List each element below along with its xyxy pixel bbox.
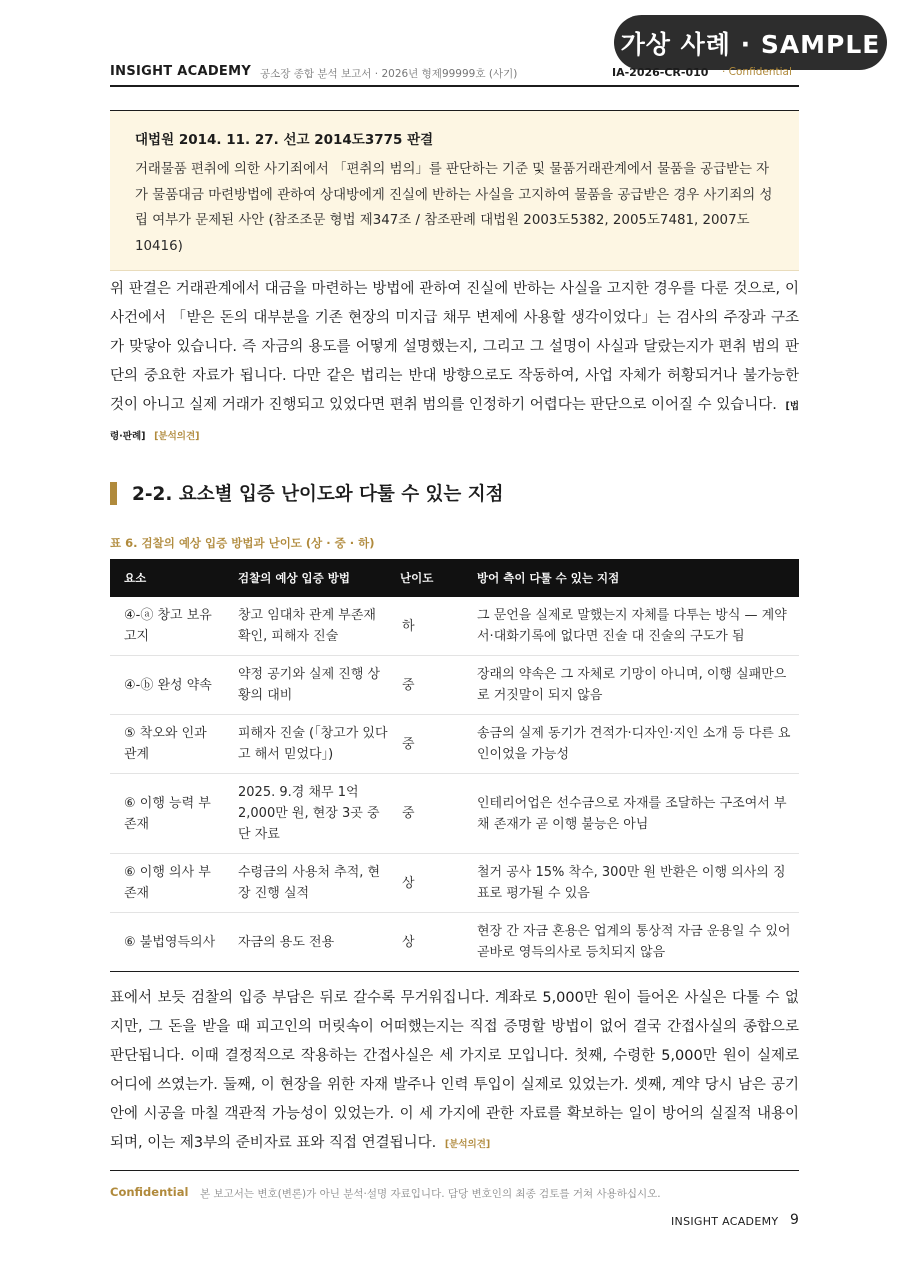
method-cell: 2025. 9.경 채무 1억 2,000만 원, 현장 3곳 중단 자료: [224, 774, 400, 854]
element-cell: ⑥ 이행 의사 부존재: [110, 854, 224, 913]
defense-point-cell: 송금의 실제 동기가 견적가·디자인·지인 소개 등 다른 요인이었을 가능성: [463, 715, 799, 774]
defense-point-cell: 장래의 약속은 그 자체로 기망이 아니며, 이행 실패만으로 거짓말이 되지 않음: [463, 656, 799, 715]
table-row: [110, 774, 799, 854]
method-cell: 약정 공기와 실제 진행 상황의 대비: [224, 656, 400, 715]
page-number: 9: [790, 1212, 799, 1228]
difficulty-cell: 중: [400, 774, 463, 854]
paragraph-text: 표에서 보듯 검찰의 입증 부담은 뒤로 갈수록 무거워집니다. 계좌로 5,000만 원이 들어온 사실은 다툴 수 없지만, 그 돈을 받을 때 피고인의 머릿속이 어떠했는지는 직접 증명할 방법이 없어 결국 간접사실의 종합으로 판단됩니다. 이때 결정적으로 작용하는 간접사실은 세 가지로 모입니다. 첫째, 수령한 5,000만 원이 실제로 어디에 쓰였는가. 둘째, 이 현장을 위한 자재 발주나 인력 투입이 실제로 있었는가. 셋째, 계약 당시 남은 공기 안에 시공을 마칠 객관적 가능성이 있었는가. 이 세 가지에 관한 자료를 확보하는 일이 방어의 실질적 내용이 되며, 이는 제3부의 준비자료 표와 직접 연결됩니다.: [110, 990, 799, 1151]
page-header: [110, 63, 799, 87]
analysis-paragraph-1: [110, 275, 799, 451]
header-confidential: · Confidential: [722, 66, 792, 78]
table-header-row: [110, 559, 799, 597]
footer-confidential: Confidential: [110, 1185, 189, 1199]
column-header: 난이도: [400, 559, 463, 597]
defense-point-cell: 현장 간 자금 혼용은 업계의 통상적 자금 운용일 수 있어 곧바로 영득의사로 등치되지 않음: [477, 924, 791, 960]
difficulty-cell: 중: [400, 656, 463, 715]
section-title: 2-2. 요소별 입증 난이도와 다툴 수 있는 지점: [132, 484, 504, 505]
header-doc-code: IA-2026-CR-010: [612, 66, 709, 79]
table-row: [110, 913, 799, 972]
defense-point-cell: 철거 공사 15% 착수, 300만 원 반환은 이행 의사의 징표로 평가될 수 있음: [463, 854, 799, 913]
footer-disclaimer: 본 보고서는 변호(변론)가 아닌 분석·설명 자료입니다. 담당 변호인의 최종 검토를 거쳐 사용하십시오.: [200, 1188, 661, 1200]
case-summary: 거래물품 편취에 의한 사기죄에서 「편취의 범의」를 판단하는 기준 및 물품거래관계에서 물품을 공급받는 자가 물품대금 마련방법에 관하여 상대방에게 진실에 반하는 사실을 고지하여 물품을 공급받은 경우 사기죄의 성립 여부가 문제된 사안 (참조조문 형법 제347조 / 참조판례 대법원 2003도5382, 2005도7481, 2007도10416): [135, 162, 773, 254]
difficulty-cell: 하: [400, 597, 463, 656]
method-cell: 창고 임대차 관계 부존재 확인, 피해자 진술: [224, 597, 400, 656]
footer-divider: [110, 1170, 799, 1171]
case-title: 대법원 2014. 11. 27. 선고 2014도3775 판결: [135, 132, 434, 148]
difficulty-cell: 상: [400, 854, 463, 913]
analysis-paragraph-2: [110, 984, 799, 1159]
element-cell: ⑥ 이행 능력 부존재: [110, 774, 224, 854]
element-cell: ④-ⓐ 창고 보유 고지: [110, 597, 224, 656]
case-box: [110, 111, 799, 271]
section-accent-bar: [110, 482, 117, 505]
table-row: [110, 656, 799, 715]
sample-badge: 가상 사례 · SAMPLE: [614, 15, 887, 70]
table-caption: 표 6. 검찰의 예상 입증 방법과 난이도 (상 · 중 · 하): [110, 536, 375, 550]
tag-analysis-opinion: [분석의견]: [444, 1139, 491, 1150]
element-cell: ④-ⓑ 완성 약속: [110, 656, 224, 715]
column-header: 검찰의 예상 입증 방법: [224, 559, 400, 597]
tag-law-precedent: [법령·판례]: [110, 401, 800, 442]
element-cell: ⑥ 불법영득의사: [124, 934, 216, 950]
table-row: [110, 854, 799, 913]
header-brand: INSIGHT ACADEMY: [110, 64, 252, 79]
method-cell: 수령금의 사용처 추적, 현장 진행 실적: [224, 854, 400, 913]
section-heading: [110, 481, 503, 505]
tag-analysis-opinion: [분석의견]: [154, 431, 200, 442]
difficulty-cell: 중: [400, 715, 463, 774]
table-row: [110, 597, 799, 656]
proof-difficulty-table: [110, 559, 799, 972]
defense-point-cell: 그 문언을 실제로 말했는지 자체를 다투는 방식 — 계약서·대화기록에 없다면 진술 대 진술의 구도가 됨: [463, 597, 799, 656]
footer-brand: INSIGHT ACADEMY: [671, 1215, 779, 1228]
column-header: 방어 측이 다툴 수 있는 지점: [463, 559, 799, 597]
method-cell: 피해자 진술 (「창고가 있다고 해서 믿었다」): [224, 715, 400, 774]
defense-point-cell: 인테리어업은 선수금으로 자재를 조달하는 구조여서 부채 존재가 곧 이행 불능은 아님: [463, 774, 799, 854]
element-cell: ⑤ 착오와 인과관계: [110, 715, 224, 774]
table-row: [110, 715, 799, 774]
column-header: 요소: [110, 559, 224, 597]
paragraph-text: 위 판결은 거래관계에서 대금을 마련하는 방법에 관하여 진실에 반하는 사실을 고지한 경우를 다룬 것으로, 이 사건에서 「받은 돈의 대부분을 기존 현장의 미지급 채무 변제에 사용할 생각이었다」는 검사의 주장과 구조가 맞닿아 있습니다. 즉 자금의 용도를 어떻게 설명했는지, 그리고 그 설명이 사실과 달랐는지가 편취 범의 판단의 중요한 자료가 됩니다. 다만 같은 법리는 반대 방향으로도 작동하여, 사업 자체가 허황되거나 불가능한 것이 아니고 실제 거래가 진행되고 있었다면 편취 범의를 인정하기 어렵다는 판단으로 이어질 수 있습니다.: [110, 281, 799, 413]
header-subtitle: 공소장 종합 분석 보고서 · 2026년 형제99999호 (사기): [260, 68, 518, 80]
difficulty-cell: 상: [402, 934, 415, 950]
method-cell: 자금의 용도 전용: [238, 934, 335, 950]
